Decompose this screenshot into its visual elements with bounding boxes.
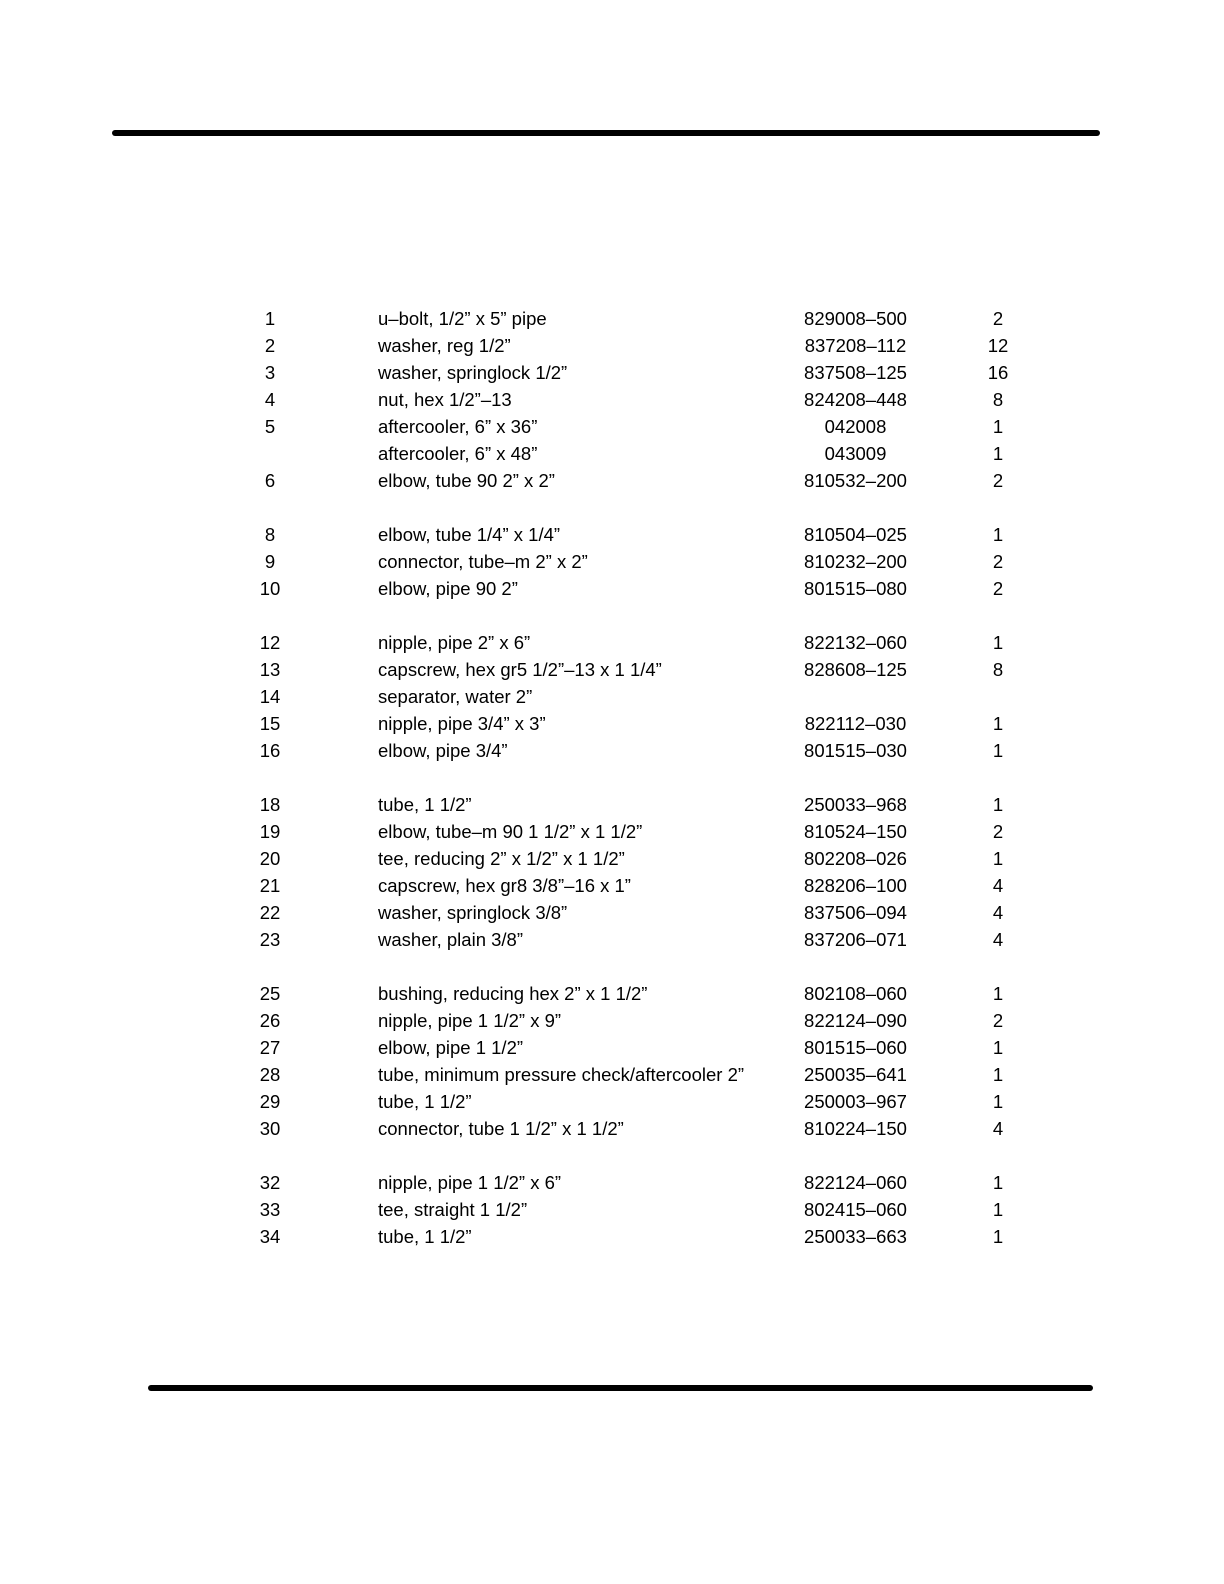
part-number: 810224–150 bbox=[804, 1118, 907, 1139]
table-row bbox=[0, 440, 1224, 467]
part-description: separator, water 2” bbox=[378, 686, 533, 707]
quantity: 1 bbox=[992, 983, 1004, 1004]
row-spacer bbox=[0, 494, 1224, 521]
item-number: 33 bbox=[259, 1199, 281, 1220]
item-number: 4 bbox=[264, 389, 276, 410]
quantity: 2 bbox=[992, 308, 1004, 329]
table-row bbox=[0, 980, 1224, 1007]
item-number: 18 bbox=[259, 794, 281, 815]
quantity: 1 bbox=[992, 632, 1004, 653]
part-description: elbow, pipe 3/4” bbox=[378, 740, 508, 761]
quantity: 8 bbox=[992, 659, 1004, 680]
part-description: aftercooler, 6” x 48” bbox=[378, 443, 538, 464]
table-row bbox=[0, 386, 1224, 413]
part-number: 837206–071 bbox=[804, 929, 907, 950]
parts-list bbox=[0, 305, 1224, 1250]
part-description: tube, 1 1/2” bbox=[378, 794, 472, 815]
item-number: 3 bbox=[264, 362, 276, 383]
part-description: tube, 1 1/2” bbox=[378, 1226, 472, 1247]
part-number: 810232–200 bbox=[804, 551, 907, 572]
part-description: elbow, tube 90 2” x 2” bbox=[378, 470, 555, 491]
item-number: 27 bbox=[259, 1037, 281, 1058]
table-row bbox=[0, 575, 1224, 602]
part-description: aftercooler, 6” x 36” bbox=[378, 416, 538, 437]
part-description: nipple, pipe 1 1/2” x 6” bbox=[378, 1172, 562, 1193]
part-description: elbow, tube–m 90 1 1/2” x 1 1/2” bbox=[378, 821, 643, 842]
quantity: 1 bbox=[992, 1064, 1004, 1085]
part-number: 837506–094 bbox=[804, 902, 907, 923]
quantity: 1 bbox=[992, 713, 1004, 734]
item-number: 23 bbox=[259, 929, 281, 950]
part-number: 824208–448 bbox=[804, 389, 907, 410]
part-number: 822132–060 bbox=[804, 632, 907, 653]
part-description: washer, plain 3/8” bbox=[378, 929, 524, 950]
item-number: 15 bbox=[259, 713, 281, 734]
table-row bbox=[0, 548, 1224, 575]
part-description: washer, springlock 1/2” bbox=[378, 362, 568, 383]
quantity: 4 bbox=[992, 929, 1004, 950]
part-number: 822112–030 bbox=[804, 713, 907, 734]
table-row bbox=[0, 305, 1224, 332]
part-description: capscrew, hex gr8 3/8”–16 x 1” bbox=[378, 875, 631, 896]
part-description: washer, reg 1/2” bbox=[378, 335, 511, 356]
quantity: 1 bbox=[992, 1199, 1004, 1220]
part-number: 042008 bbox=[824, 416, 887, 437]
item-number: 16 bbox=[259, 740, 281, 761]
table-row bbox=[0, 845, 1224, 872]
quantity: 1 bbox=[992, 443, 1004, 464]
row-spacer bbox=[0, 764, 1224, 791]
item-number: 12 bbox=[259, 632, 281, 653]
item-number: 25 bbox=[259, 983, 281, 1004]
table-row bbox=[0, 1196, 1224, 1223]
table-row bbox=[0, 683, 1224, 710]
part-description: nipple, pipe 2” x 6” bbox=[378, 632, 531, 653]
quantity: 1 bbox=[992, 1091, 1004, 1112]
table-row bbox=[0, 710, 1224, 737]
part-number: 810524–150 bbox=[804, 821, 907, 842]
part-description: connector, tube 1 1/2” x 1 1/2” bbox=[378, 1118, 624, 1139]
quantity: 4 bbox=[992, 875, 1004, 896]
part-description: elbow, pipe 1 1/2” bbox=[378, 1037, 524, 1058]
part-description: tee, straight 1 1/2” bbox=[378, 1199, 528, 1220]
part-number: 250035–641 bbox=[804, 1064, 907, 1085]
quantity: 1 bbox=[992, 740, 1004, 761]
part-description: capscrew, hex gr5 1/2”–13 x 1 1/4” bbox=[378, 659, 662, 680]
quantity: 16 bbox=[987, 362, 1009, 383]
part-number: 250033–663 bbox=[804, 1226, 907, 1247]
part-number: 801515–060 bbox=[804, 1037, 907, 1058]
row-spacer bbox=[0, 953, 1224, 980]
item-number: 20 bbox=[259, 848, 281, 869]
part-number: 828608–125 bbox=[804, 659, 907, 680]
part-description: u–bolt, 1/2” x 5” pipe bbox=[378, 308, 547, 329]
quantity: 1 bbox=[992, 1226, 1004, 1247]
item-number: 19 bbox=[259, 821, 281, 842]
item-number: 29 bbox=[259, 1091, 281, 1112]
row-spacer bbox=[0, 602, 1224, 629]
table-row bbox=[0, 791, 1224, 818]
quantity: 4 bbox=[992, 1118, 1004, 1139]
item-number: 30 bbox=[259, 1118, 281, 1139]
item-number: 10 bbox=[259, 578, 281, 599]
part-number: 250003–967 bbox=[804, 1091, 907, 1112]
table-row bbox=[0, 521, 1224, 548]
part-number: 822124–090 bbox=[804, 1010, 907, 1031]
item-number: 22 bbox=[259, 902, 281, 923]
part-number: 802108–060 bbox=[804, 983, 907, 1004]
part-number: 837508–125 bbox=[804, 362, 907, 383]
part-description: nipple, pipe 1 1/2” x 9” bbox=[378, 1010, 562, 1031]
table-row bbox=[0, 818, 1224, 845]
part-description: connector, tube–m 2” x 2” bbox=[378, 551, 588, 572]
quantity: 2 bbox=[992, 551, 1004, 572]
item-number: 2 bbox=[264, 335, 276, 356]
part-number: 810532–200 bbox=[804, 470, 907, 491]
quantity: 2 bbox=[992, 470, 1004, 491]
part-number: 802415–060 bbox=[804, 1199, 907, 1220]
table-row bbox=[0, 332, 1224, 359]
table-row bbox=[0, 899, 1224, 926]
item-number: 34 bbox=[259, 1226, 281, 1247]
row-spacer bbox=[0, 1142, 1224, 1169]
quantity: 2 bbox=[992, 821, 1004, 842]
quantity: 8 bbox=[992, 389, 1004, 410]
quantity: 1 bbox=[992, 416, 1004, 437]
item-number: 1 bbox=[264, 308, 276, 329]
part-number: 801515–080 bbox=[804, 578, 907, 599]
part-description: tee, reducing 2” x 1/2” x 1 1/2” bbox=[378, 848, 625, 869]
quantity: 1 bbox=[992, 1037, 1004, 1058]
bottom-rule bbox=[148, 1385, 1093, 1391]
item-number: 8 bbox=[264, 524, 276, 545]
quantity: 1 bbox=[992, 794, 1004, 815]
top-rule bbox=[112, 130, 1100, 136]
item-number: 6 bbox=[264, 470, 276, 491]
part-number: 828206–100 bbox=[804, 875, 907, 896]
quantity: 1 bbox=[992, 848, 1004, 869]
item-number: 28 bbox=[259, 1064, 281, 1085]
table-row bbox=[0, 1115, 1224, 1142]
item-number: 14 bbox=[259, 686, 281, 707]
part-description: bushing, reducing hex 2” x 1 1/2” bbox=[378, 983, 648, 1004]
item-number: 13 bbox=[259, 659, 281, 680]
part-number: 822124–060 bbox=[804, 1172, 907, 1193]
item-number: 9 bbox=[264, 551, 276, 572]
item-number: 21 bbox=[259, 875, 281, 896]
part-description: elbow, tube 1/4” x 1/4” bbox=[378, 524, 561, 545]
part-description: nut, hex 1/2”–13 bbox=[378, 389, 512, 410]
part-number: 837208–112 bbox=[804, 335, 907, 356]
part-description: nipple, pipe 3/4” x 3” bbox=[378, 713, 546, 734]
table-row bbox=[0, 413, 1224, 440]
quantity: 1 bbox=[992, 1172, 1004, 1193]
part-number: 802208–026 bbox=[804, 848, 907, 869]
table-row bbox=[0, 629, 1224, 656]
part-description: elbow, pipe 90 2” bbox=[378, 578, 518, 599]
item-number: 5 bbox=[264, 416, 276, 437]
quantity: 4 bbox=[992, 902, 1004, 923]
table-row bbox=[0, 1061, 1224, 1088]
part-number: 043009 bbox=[824, 443, 887, 464]
quantity: 2 bbox=[992, 1010, 1004, 1031]
part-number: 810504–025 bbox=[804, 524, 907, 545]
part-description: tube, 1 1/2” bbox=[378, 1091, 472, 1112]
table-row bbox=[0, 737, 1224, 764]
part-description: washer, springlock 3/8” bbox=[378, 902, 568, 923]
part-number: 829008–500 bbox=[804, 308, 907, 329]
part-number: 250033–968 bbox=[804, 794, 907, 815]
item-number: 26 bbox=[259, 1010, 281, 1031]
table-row bbox=[0, 872, 1224, 899]
quantity: 12 bbox=[987, 335, 1009, 356]
table-row bbox=[0, 1088, 1224, 1115]
part-number: 801515–030 bbox=[804, 740, 907, 761]
table-row bbox=[0, 359, 1224, 386]
item-number: 32 bbox=[259, 1172, 281, 1193]
table-row bbox=[0, 1223, 1224, 1250]
part-description: tube, minimum pressure check/aftercooler 2” bbox=[378, 1064, 745, 1085]
table-row bbox=[0, 926, 1224, 953]
table-row bbox=[0, 1169, 1224, 1196]
quantity: 2 bbox=[992, 578, 1004, 599]
table-row bbox=[0, 1007, 1224, 1034]
table-row bbox=[0, 1034, 1224, 1061]
table-row bbox=[0, 467, 1224, 494]
table-row bbox=[0, 656, 1224, 683]
quantity: 1 bbox=[992, 524, 1004, 545]
